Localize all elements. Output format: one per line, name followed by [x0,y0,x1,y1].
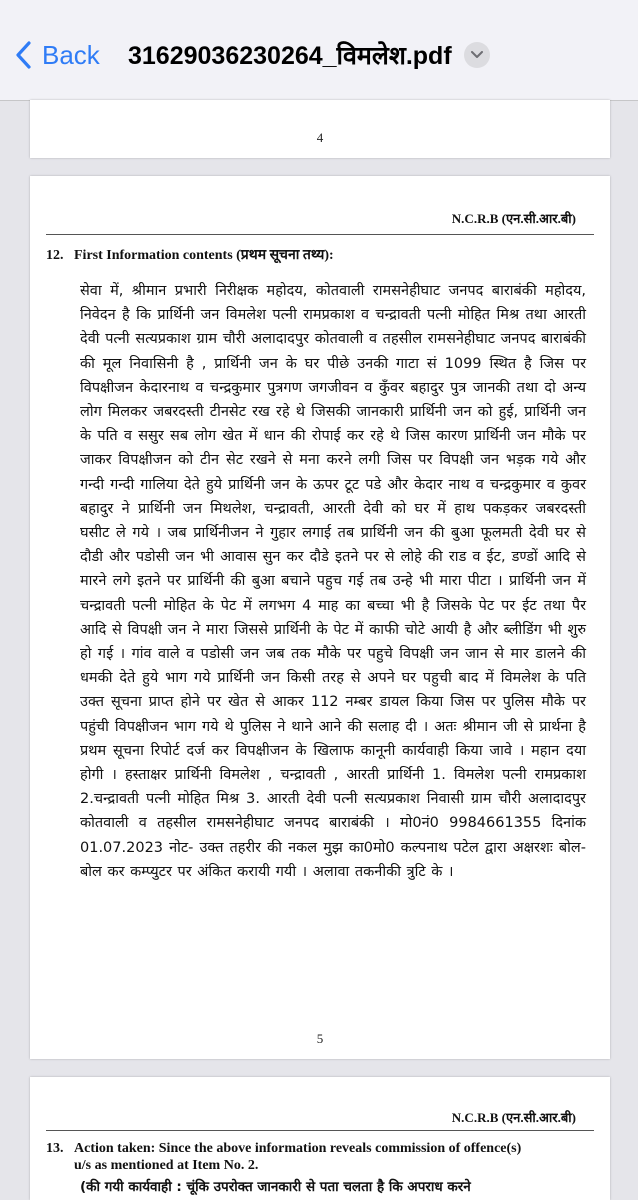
header-divider [46,234,594,235]
section-title-text: First Information contents (प्रथम सूचना तथ्य): [74,248,334,263]
section-title [46,245,334,264]
section-number: 13. [46,1141,64,1156]
page-number: 4 [316,130,324,145]
back-button[interactable] [16,38,100,72]
ncrb-header: N.C.R.B (एन.सी.आर.बी) [451,1110,576,1125]
navigation-bar [0,0,638,101]
header-divider [46,1130,594,1131]
action-taken-line-2: u/s as mentioned at Item No. 2. [74,1158,259,1173]
pdf-page-6 [30,1077,610,1200]
ncrb-header: N.C.R.B (एन.सी.आर.बी) [451,211,576,226]
pdf-page-4 [30,100,610,158]
document-title-menu[interactable] [128,38,490,72]
document-title: 31629036230264_विमलेश.pdf [128,42,452,70]
pdf-page-5 [30,176,610,1059]
action-taken-text: Action taken: Since the above information reveals commission of offence(s) [74,1141,522,1156]
action-taken-line-3: (की गयी कार्यवाही : चूंकि उपरोक्त जानकारी से पता चलता है कि अपराध करने [80,1179,471,1195]
chevron-down-icon [464,42,490,68]
first-information-body: सेवा में, श्रीमान प्रभारी निरीक्षक महोदय, कोतवाली रामसनेहीघाट जनपद बाराबंकी महोदय, निवेदन है कि प्रार्थिनी जन विमलेश पत्नी रामप्रकाश व चन्द्रावती पत्नी मोहित मिश्र तथा आरती देवी पत्नी सत्यप्रकाश ग्राम चौरी अलादादपुर कोतवाली व तहसील रामसनेहीघाट जनपद बाराबंकी की मूल निवासिनी है , प्रार्थिनी जन के घर पीछे उनकी गाटा सं 1099 स्थित है जिस पर विपक्षीजन केदारनाथ व चन्द्रकुमार पुत्रगण जगजीवन व कुँवर बहादुर पुत्र जानकी तथा दो अन्य लोग मिलकर जबरदस्ती टीनसेट रख रहे थे जिसकी जानकारी प्रार्थिनी जन को हुई, प्रार्थिनी जन के पति व ससुर सब लोग खेत में धान की रोपाई कर रहे थे जिस कारण प्रार्थिनी जन मौके पर जाकर विपक्षीजन को टीन सेट रखने से मना करने लगी जिस पर विपक्षी जन भड़क गये और गन्दी गन्दी गालिया देते हुये प्रार्थिनी जन के ऊपर टूट पडे और केदार नाथ व चन्द्रकुमार व कुवर बहादुर ने प्रार्थिनी जन मिथलेश, चन्द्रावती, आरती देवी को घर में हाथ पकड़कर जबरदस्ती घसीट ले गये । जब प्रार्थिनीजन ने गुहार लगाई तब प्रार्थिनी जन की बुआ फूलमती देवी घर से दौडी और पडोसी जन भी आवास सुन कर दौडे इतने पर से लोहे की राड व ईट, डण्डों आदि से मारने लगे इतने पर प्रार्थिनी की बुआ बचाने पहुच गई तब उन्हे भी मारा पीटा । प्रार्थिनी जन में चन्द्रावती पत्नी मोहित के पेट में लगभग 4 माह का बच्चा भी है जिसके पेट पर ईट तथा पैर आदि से विपक्षी जन ने मारा जिससे प्रार्थिनी के पेट में काफी चोटे आयी है और ब्लीडिंग भी शुरु हो गई । गांव वाले व पडोसी जन जब तक मौके पर पहुचे विपक्षी जन जान से मार डालने की धमकी देते हुये भाग गये प्रार्थिनी जन किसी तरह से अपने घर पहुची बाद में विमलेश के पति उक्त सूचना प्राप्त होने पर खेत से आकर 112 नम्बर डायल किया जिस पर पुलिस मौके पर पहुंची विपक्षीजन भाग गये थे पुलिस ने थाने आने की सलाह दी । अतः श्रीमान जी से प्रार्थना है प्रथम सूचना रिपोर्ट दर्ज कर विपक्षीजन के खिलाफ कानूनी कार्यवाही किया जावे । महान दया होगी । हस्ताक्षर प्रार्थिनी विमलेश , चन्द्रावती , आरती प्रार्थिनी 1. विमलेश पत्नी रामप्रकाश 2.चन्द्रावती पत्नी मोहित मिश्र 3. आरती देवी पत्नी सत्यप्रकाश निवासी ग्राम चौरी अलादादपुर कोतवाली व तहसील रामसनेहीघाट जनपद बाराबंकी । मो0नं0 9984661355 दिनांक 01.07.2023 नोट- उक्त तहरीर की नकल मुझ का0मो0 कल्पनाथ पटेल द्वारा अक्षरशः बोल- बोल कर कम्प्युटर पर अंकित करायी गयी । अलावा तकनीकी त्रुटि के । [80,283,586,880]
action-taken-line-1 [46,1141,606,1157]
page-number: 5 [316,1031,324,1046]
back-label: Back [42,39,100,70]
section-number: 12. [46,248,64,263]
chevron-left-icon [16,41,32,69]
